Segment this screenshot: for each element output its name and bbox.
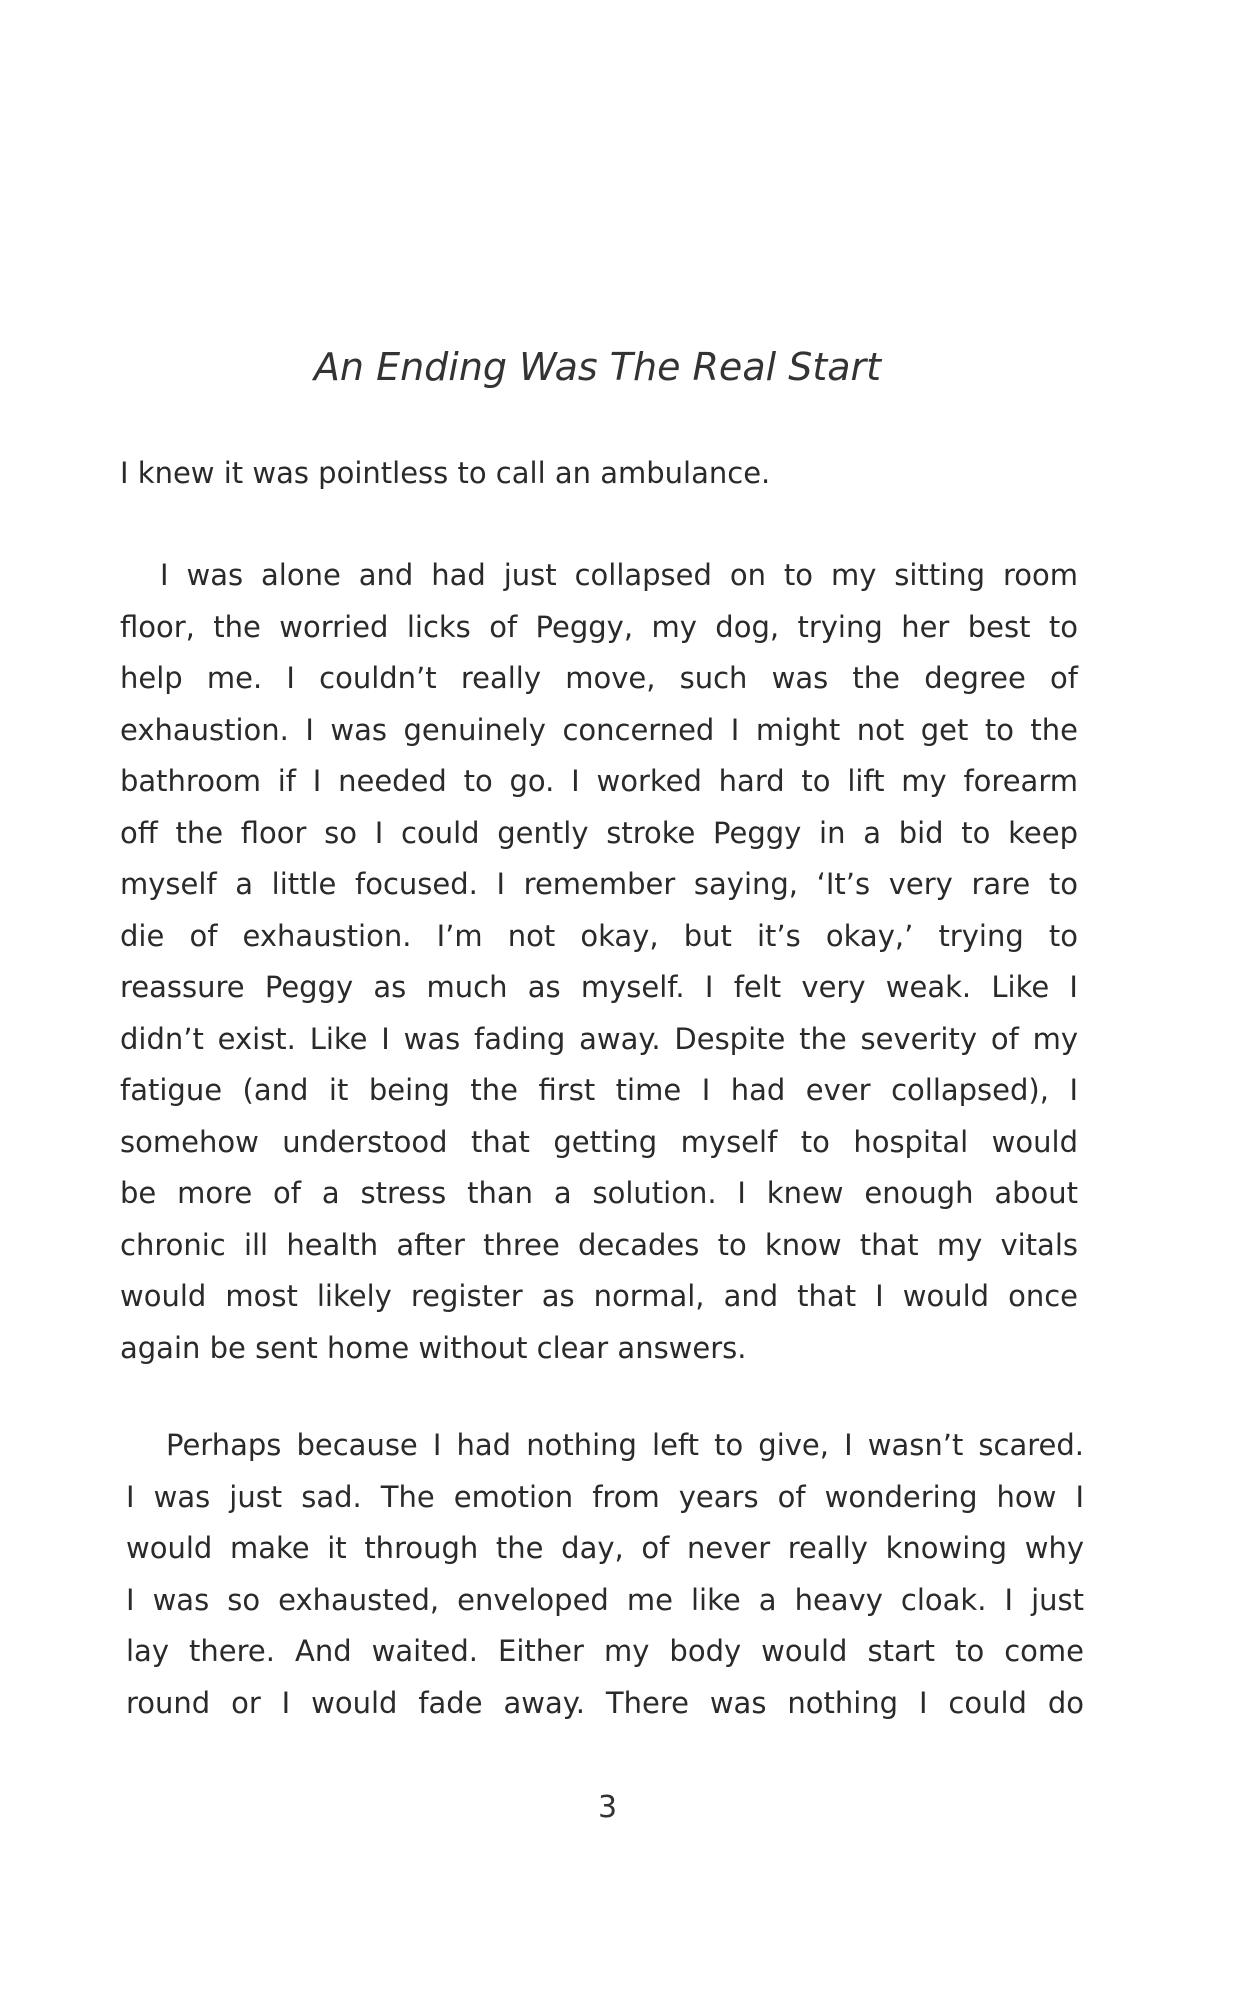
text-line: floor, the worried licks of Peggy, my dog, trying her best to [120,609,1078,644]
page-number: 3 [597,1790,618,1825]
text-line: would most likely register as normal, and that I would once [120,1279,1078,1313]
text-line: I was alone and had just collapsed on to my sitting room [160,558,1078,592]
text-line: I knew it was pointless to call an ambulance. [120,456,771,490]
text-line: myself a little focused. I remember saying, ‘It’s very rare to [120,867,1078,901]
text-line: didn’t exist. Like I was fading away. Despite the severity of my [120,1021,1078,1056]
text-line: I was so exhausted, enveloped me like a heavy cloak. I just [126,1582,1084,1617]
text-line: fatigue (and it being the first time I had ever collapsed), I [120,1073,1078,1107]
text-line: chronic ill health after three decades to know that my vitals [120,1227,1078,1262]
chapter-title: An Ending Was The Real Start [313,345,882,389]
paragraph-1 [120,448,1078,500]
text-line: lay there. And waited. Either my body would start to come [126,1634,1084,1668]
text-line: would make it through the day, of never really knowing why [126,1531,1084,1565]
paragraph-2 [120,550,1078,1374]
text-line: Perhaps because I had nothing left to give, I wasn’t scared. [166,1428,1084,1462]
paragraph-3 [126,1420,1084,1729]
text-line: be more of a stress than a solution. I knew enough about [120,1176,1078,1210]
text-line: round or I would fade away. There was nothing I could do [126,1685,1084,1720]
text-line: exhaustion. I was genuinely concerned I might not get to the [120,712,1078,747]
text-line: off the floor so I could gently stroke Peggy in a bid to keep [120,815,1078,850]
text-line: help me. I couldn’t really move, such was the degree of [120,661,1078,695]
text-line: I was just sad. The emotion from years of wondering how I [126,1479,1084,1514]
text-line: again be sent home without clear answers. [120,1330,747,1365]
text-line: somehow understood that getting myself to hospital would [120,1124,1078,1159]
text-line: bathroom if I needed to go. I worked hard to lift my forearm [120,764,1078,798]
text-line: reassure Peggy as much as myself. I felt very weak. Like I [120,970,1078,1004]
text-line: die of exhaustion. I’m not okay, but it’s okay,’ trying to [120,918,1078,953]
